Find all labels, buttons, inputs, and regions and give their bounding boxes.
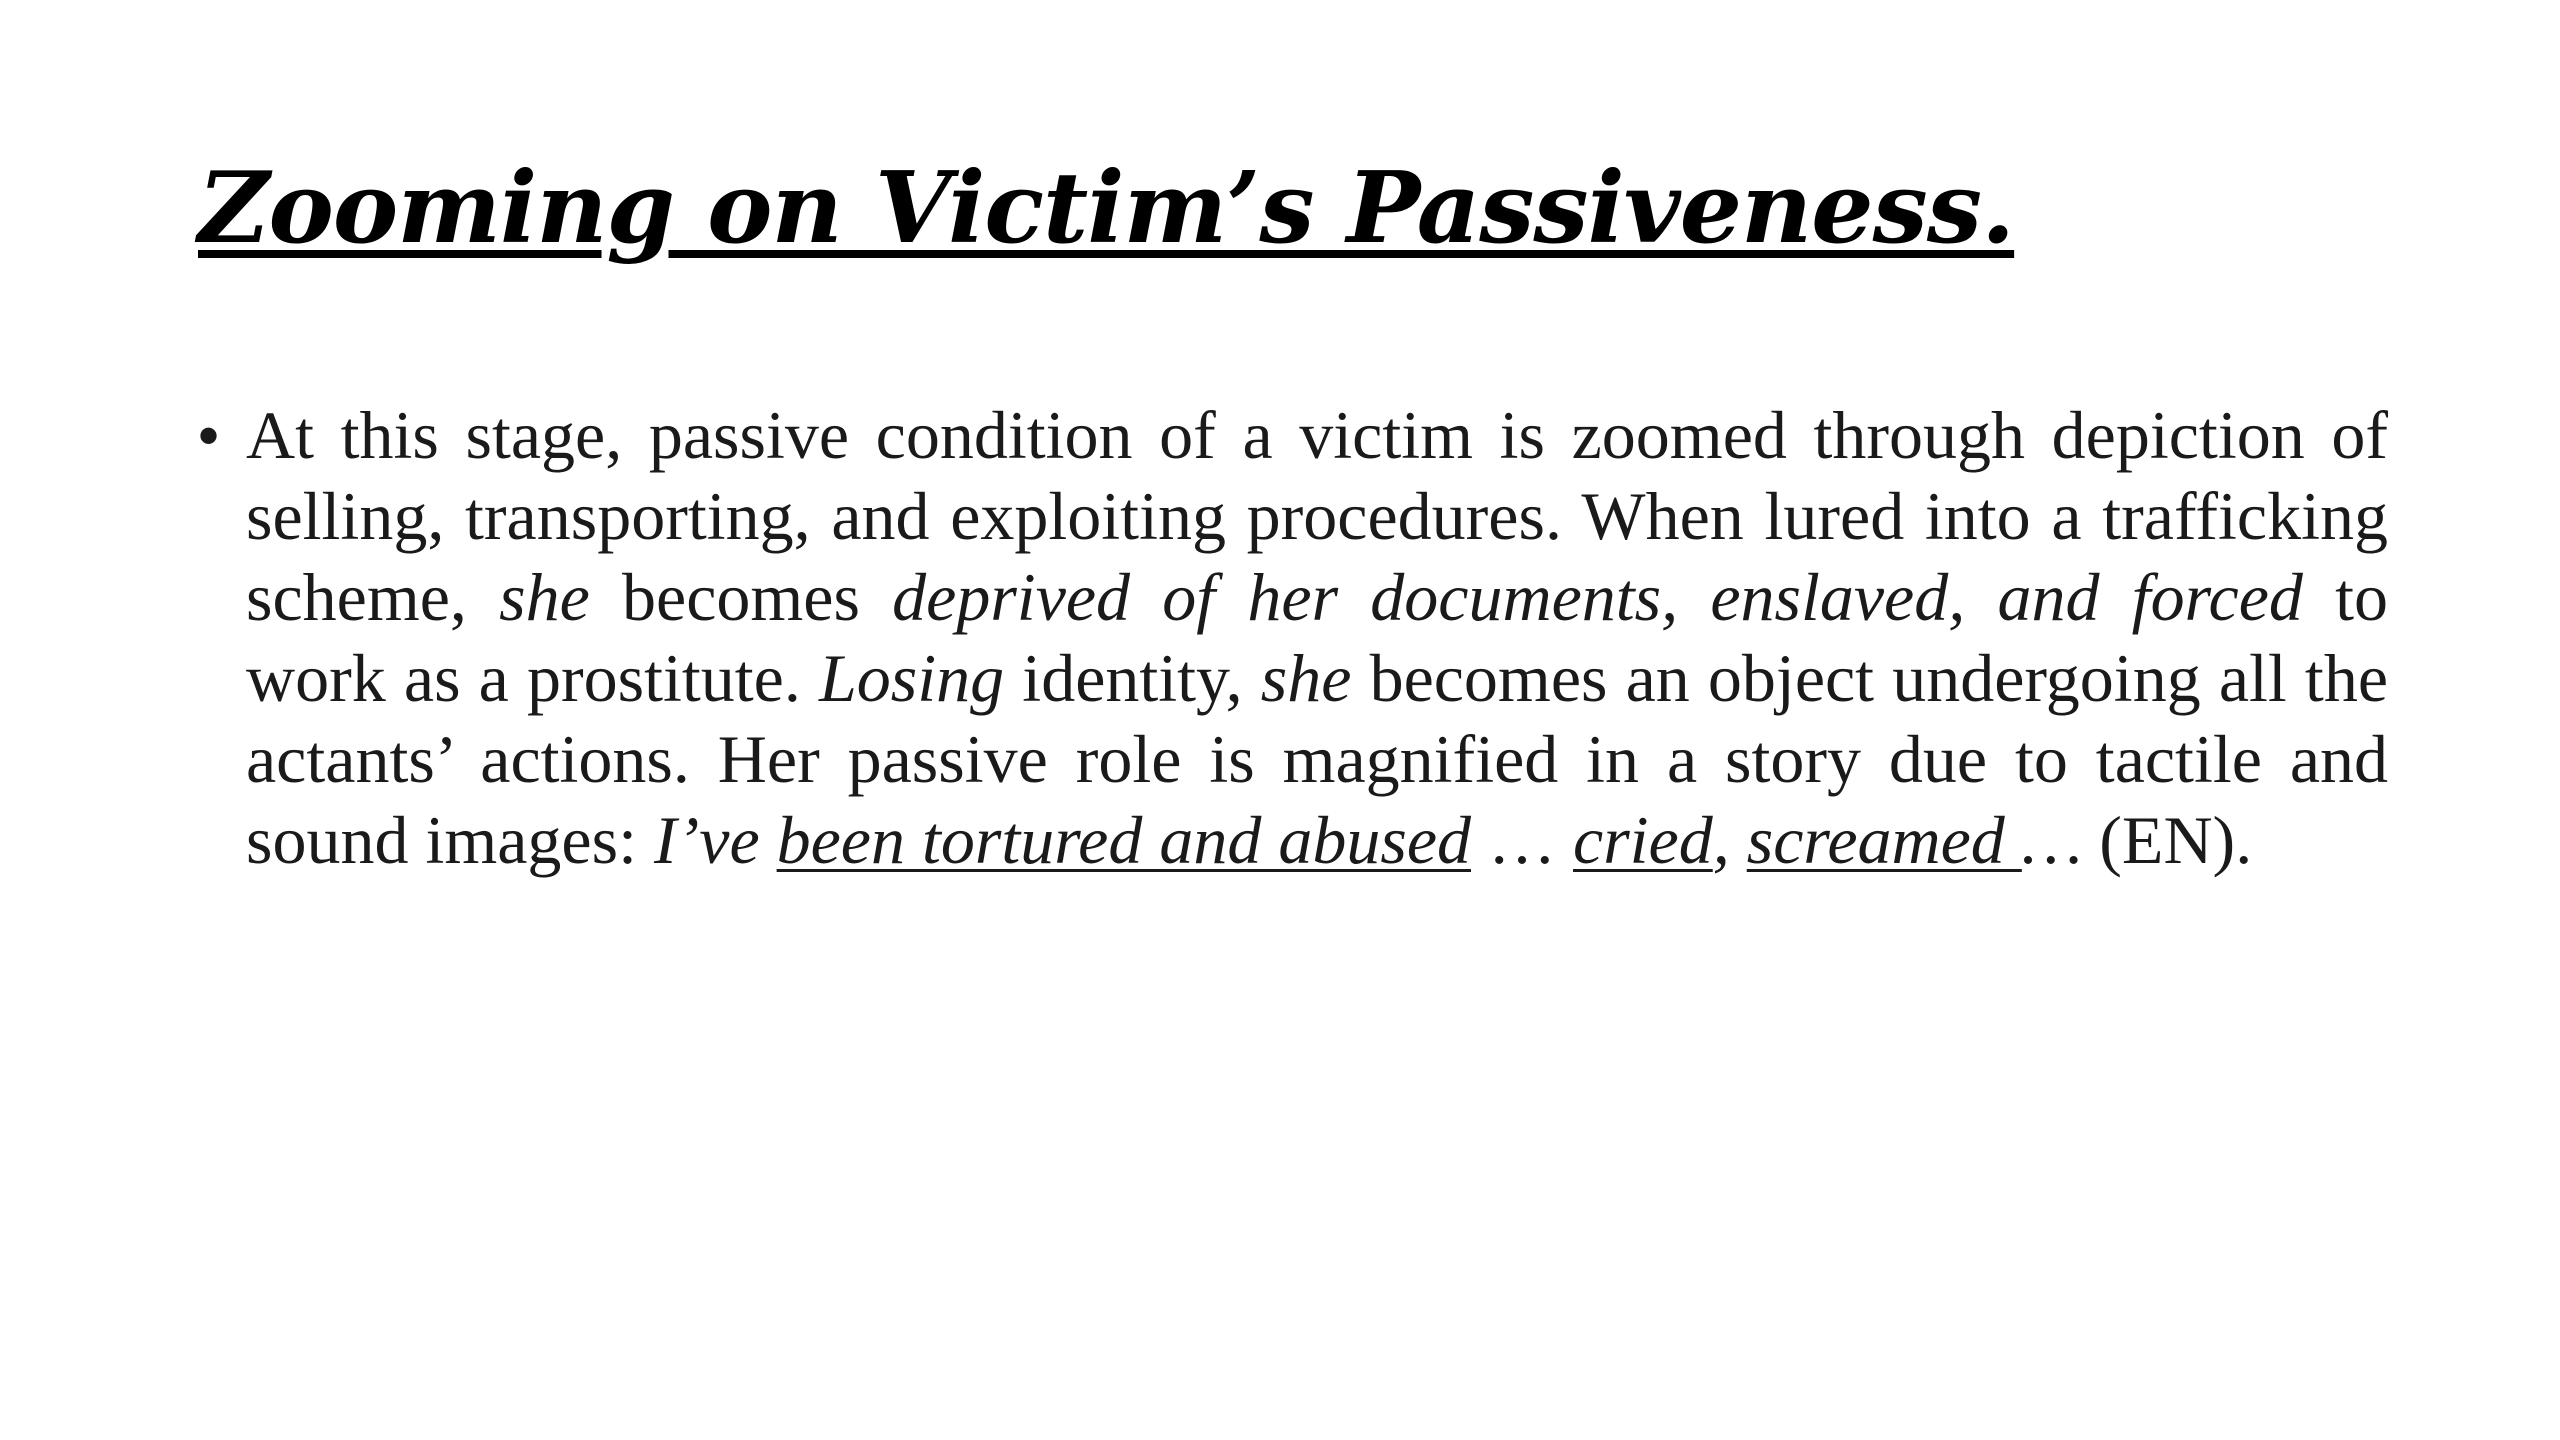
bullet-list xyxy=(198,395,2388,881)
italic-run: Losing xyxy=(818,640,1005,716)
text-run: identity, xyxy=(1004,640,1261,716)
underlined-italic-run: been tortured and abused xyxy=(776,802,1472,878)
paragraph-text xyxy=(246,397,2388,878)
italic-run: she xyxy=(499,559,590,635)
text-run: … xyxy=(1471,802,1574,878)
italic-run: I’ve xyxy=(653,802,777,878)
text-run: to work as a prostitute. xyxy=(246,559,2388,716)
bullet-item xyxy=(198,395,2388,881)
underlined-italic-run: cried xyxy=(1573,802,1713,878)
text-run: becomes an object undergoing all the actants’ actions. Her passive role is magnified in a story due to tactile and sound images: xyxy=(246,640,2389,878)
text-run: becomes xyxy=(589,559,893,635)
bullet-icon: • xyxy=(198,402,220,469)
underlined-italic-run: screamed xyxy=(1746,802,2022,878)
italic-run: , xyxy=(1712,802,1747,878)
italic-run: … xyxy=(2021,802,2083,878)
text-run: At this stage, passive condition of a victim is zoomed through depiction of selling, transporting, and exploiting procedures. When lured into a trafficking scheme, xyxy=(246,397,2388,635)
slide-title: Zooming on Victim’s Passiveness. xyxy=(198,151,2015,266)
text-run: (EN). xyxy=(2082,802,2253,878)
italic-run: deprived of her documents, enslaved, and forced xyxy=(892,559,2303,635)
italic-run: she xyxy=(1260,640,1352,716)
